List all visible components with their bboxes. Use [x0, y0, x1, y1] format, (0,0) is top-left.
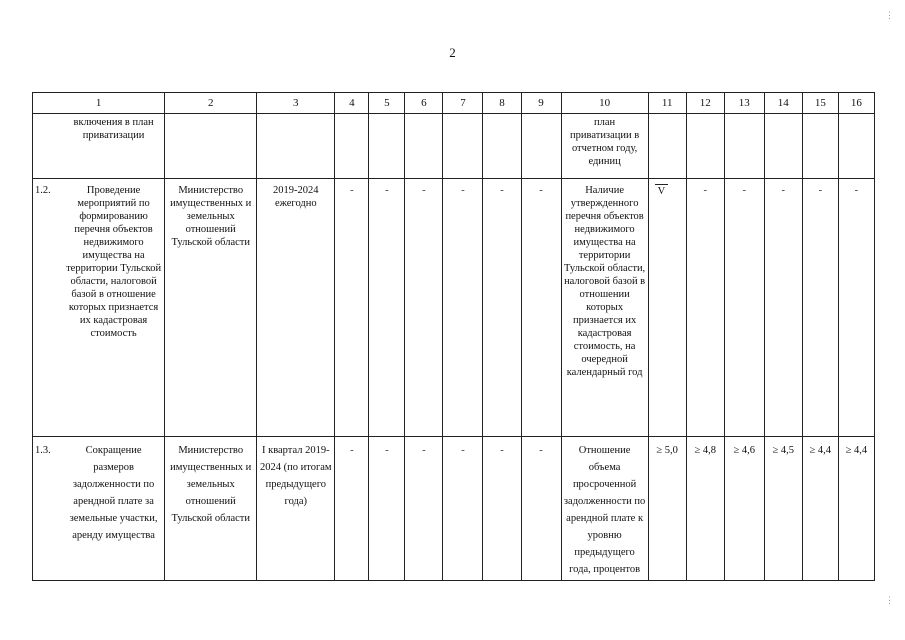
column-header: 7 — [443, 93, 483, 114]
value-cell — [335, 114, 369, 179]
value-cell — [443, 114, 483, 179]
value-cell: - — [443, 179, 483, 437]
row-number — [35, 116, 65, 142]
table-row — [33, 179, 875, 437]
value-cell — [369, 114, 405, 179]
column-header: 5 — [369, 93, 405, 114]
column-header: 13 — [724, 93, 764, 114]
target-cell: ≥ 4,4 — [802, 437, 838, 581]
value-cell — [521, 114, 561, 179]
column-header: 10 — [561, 93, 648, 114]
column-header: 14 — [764, 93, 802, 114]
scan-artifact: ⋮ — [885, 10, 894, 20]
program-table — [32, 92, 875, 581]
target-cell — [724, 114, 764, 179]
measure-name-cell — [33, 437, 165, 581]
column-header: 12 — [686, 93, 724, 114]
value-cell: - — [335, 179, 369, 437]
measure-name: включения в план приватизации — [73, 117, 154, 141]
measure-name-cell — [33, 114, 165, 179]
measure-name: Сокращение размеров задолженности по арендной плате за земельные участки, аренду имущества — [69, 445, 158, 541]
target-cell — [802, 114, 838, 179]
responsible-cell: Министерство имущественных и земельных отношений Тульской области — [165, 179, 257, 437]
target-cell: ≥ 5,0 — [648, 437, 686, 581]
target-cell: - — [802, 179, 838, 437]
column-header: 11 — [648, 93, 686, 114]
column-header: 3 — [257, 93, 335, 114]
target-cell — [838, 114, 874, 179]
column-header: 6 — [405, 93, 443, 114]
indicator-cell: Отношение объема просроченной задолженности по арендной плате к уровню предыдущего года, процентов — [561, 437, 648, 581]
target-cell — [764, 114, 802, 179]
measure-name: Проведение мероприятий по формированию перечня объектов недвижимого имущества на территории Тульской области, налоговой базой в отношение которых признается их кадастровая стоимость — [66, 185, 162, 339]
row-number: 1.2. — [35, 185, 51, 196]
value-cell: - — [483, 179, 521, 437]
period-cell — [257, 114, 335, 179]
column-header: 9 — [521, 93, 561, 114]
target-cell — [686, 114, 724, 179]
target-cell: ≥ 4,8 — [686, 437, 724, 581]
responsible-cell: Министерство имущественных и земельных отношений Тульской области — [165, 437, 257, 581]
target-cell — [648, 179, 686, 437]
target-cell: ≥ 4,4 — [838, 437, 874, 581]
target-cell: ≥ 4,6 — [724, 437, 764, 581]
value-cell: - — [443, 437, 483, 581]
target-cell: ≥ 4,5 — [764, 437, 802, 581]
period-cell: I квартал 2019-2024 (по итогам предыдущего года) — [257, 437, 335, 581]
column-number-row — [33, 93, 875, 114]
value-cell — [405, 114, 443, 179]
value-cell: - — [521, 179, 561, 437]
value-cell: - — [369, 179, 405, 437]
target-cell: - — [724, 179, 764, 437]
value-cell: - — [483, 437, 521, 581]
responsible-cell — [165, 114, 257, 179]
target-cell — [648, 114, 686, 179]
indicator-cell: Наличие утвержденного перечня объектов недвижимого имущества на территории Тульской области, налоговой базой в отношении которых признается их кадастровая стоимость, на очередной календарный год — [561, 179, 648, 437]
scan-artifact: ⋮ — [885, 595, 894, 605]
value-cell: - — [405, 437, 443, 581]
column-header: 2 — [165, 93, 257, 114]
target-cell: - — [838, 179, 874, 437]
column-header: 4 — [335, 93, 369, 114]
indicator-cell: план приватизации в отчетном году, единиц — [561, 114, 648, 179]
value-cell: - — [369, 437, 405, 581]
column-header: 15 — [802, 93, 838, 114]
page-number: 2 — [449, 45, 456, 60]
target-cell: - — [686, 179, 724, 437]
period-cell: 2019-2024 ежегодно — [257, 179, 335, 437]
column-header: 8 — [483, 93, 521, 114]
value-cell: - — [521, 437, 561, 581]
table-row — [33, 114, 875, 179]
table-row — [33, 437, 875, 581]
value-cell: - — [405, 179, 443, 437]
check-mark: V — [655, 184, 669, 198]
column-header: 16 — [838, 93, 874, 114]
value-cell — [483, 114, 521, 179]
row-number: 1.3. — [35, 445, 51, 456]
target-cell: - — [764, 179, 802, 437]
value-cell: - — [335, 437, 369, 581]
column-header: 1 — [33, 93, 165, 114]
measure-name-cell — [33, 179, 165, 437]
